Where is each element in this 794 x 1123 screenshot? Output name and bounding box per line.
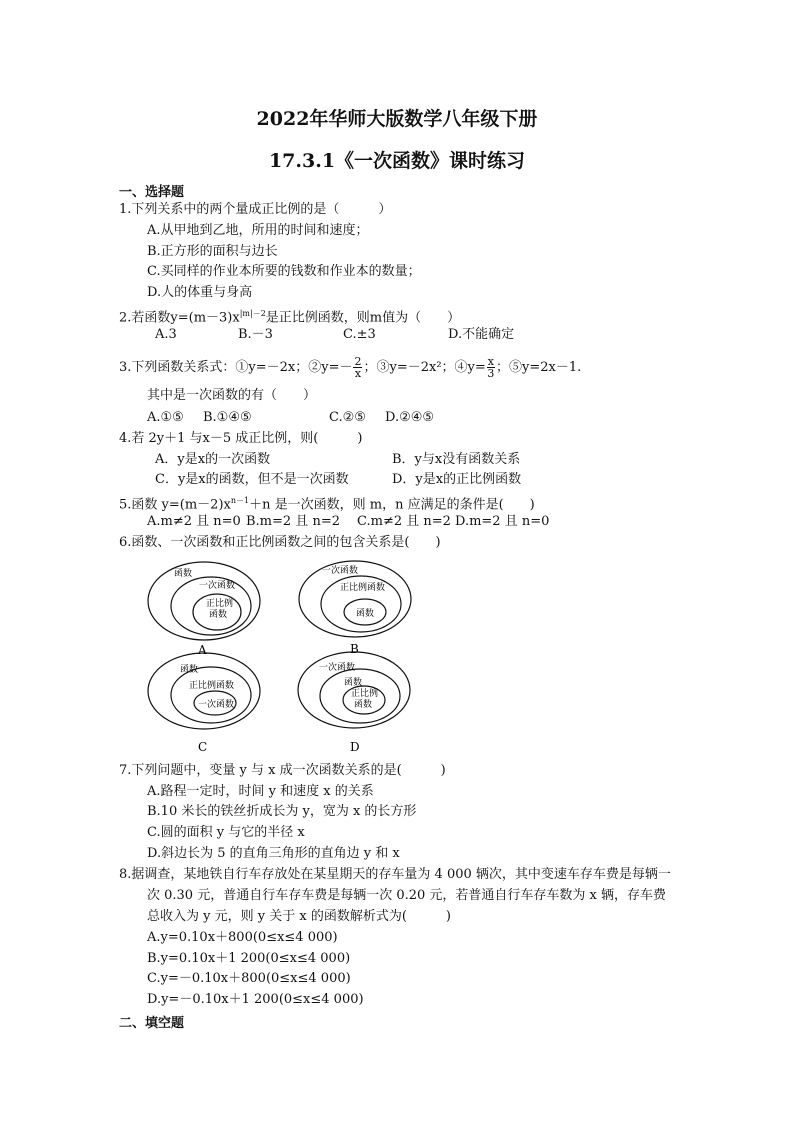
diagram-a-inner-label-2: 函数 xyxy=(209,610,228,620)
question-8-option-b: B.y=0.10x＋1 200(0≤x≤4 000) xyxy=(147,951,351,966)
question-8-line-1: 8.据调查，某地铁自行车存放处在某星期天的存车量为 4 000 辆次，其中变速车存车费是每辆一 xyxy=(119,867,671,882)
diagram-b-outer-label: 一次函数 xyxy=(322,566,359,576)
question-2-option-a: A.3 xyxy=(155,327,177,342)
question-1-option-d: D.人的体重与身高 xyxy=(147,285,253,300)
question-8-line-2: 次 0.30 元，普通自行车存车费是每辆一次 0.20 元，若普通自行车存车数为 x 辆，存车费 xyxy=(147,888,667,903)
question-3-line-2: 其中是一次函数的有（ ） xyxy=(147,388,317,403)
question-2-stem xyxy=(119,305,460,327)
question-4-option-c: C．y是x的函数，但不是一次函数 xyxy=(155,472,349,487)
question-7-option-c: C.圆的面积 y 与它的半径 x xyxy=(147,825,305,840)
diagram-c-outer-label: 函数 xyxy=(180,665,199,675)
question-3-option-d: D.②④⑤ xyxy=(385,410,435,425)
question-1-stem: 1.下列关系中的两个量成正比例的是（ ） xyxy=(119,202,392,217)
question-8-option-a: A.y=0.10x＋800(0≤x≤4 000) xyxy=(147,930,338,945)
section-heading-fill-in: 二、填空题 xyxy=(119,1016,185,1031)
question-3-option-a: A.①⑤ xyxy=(147,410,184,425)
question-2-stem-post: 是正比例函数，则m值为（ ） xyxy=(265,310,461,326)
diagram-d-middle-label: 函数 xyxy=(344,678,363,688)
inclusion-diagrams xyxy=(0,556,794,776)
fraction-2-over-x: $\frac{2}{x}$ xyxy=(354,355,362,380)
diagram-d-outer-label: 一次函数 xyxy=(319,663,356,673)
diagram-a xyxy=(148,562,260,657)
question-5-stem-pre: 5.函数 y=(m－2)x xyxy=(119,497,231,513)
question-3-stem xyxy=(119,356,581,379)
diagram-b xyxy=(299,561,411,656)
question-2-stem-pre: 2.若函数y=(m－3)x xyxy=(119,310,240,326)
diagram-c-caption: C xyxy=(198,740,208,754)
question-5-option-a: A.m≠2 且 n=0 xyxy=(147,514,241,529)
question-8-option-c: C.y=－0.10x＋800(0≤x≤4 000) xyxy=(147,971,351,986)
diagram-b-inner-label: 函数 xyxy=(356,609,375,619)
diagram-c-inner-label: 一次函数 xyxy=(198,700,235,710)
document-subtitle: 17.3.1《一次函数》课时练习 xyxy=(268,150,526,172)
question-7-stem: 7.下列问题中，变量 y 与 x 成一次函数关系的是( ) xyxy=(119,763,446,778)
diagram-c-middle-label: 正比例函数 xyxy=(189,681,235,691)
question-7-option-b: B.10 米长的铁丝折成长为 y，宽为 x 的长方形 xyxy=(147,804,417,819)
question-3-option-c: C.②⑤ xyxy=(329,410,366,425)
question-1-option-c: C.买同样的作业本所要的钱数和作业本的数量； xyxy=(147,264,421,279)
diagram-d-caption: D xyxy=(350,740,360,754)
document-title: 2022年华师大版数学八年级下册 xyxy=(256,108,538,130)
question-7-option-d: D.斜边长为 5 的直角三角形的直角边 y 和 x xyxy=(147,846,400,861)
question-2-option-d: D.不能确定 xyxy=(448,327,515,342)
diagram-d xyxy=(298,652,410,754)
question-8-line-3: 总收入为 y 元，则 y 关于 x 的函数解析式为( ) xyxy=(147,909,451,924)
section-heading-choice: 一、选择题 xyxy=(119,185,185,200)
question-2-option-b: B.－3 xyxy=(238,327,273,342)
diagram-a-middle-label: 一次函数 xyxy=(199,581,236,591)
diagram-a-inner-label-1: 正比例 xyxy=(206,599,234,609)
question-5-exponent: n－1 xyxy=(230,496,250,505)
question-3-part-3: ；⑤y=2x－1. xyxy=(496,360,582,375)
question-5-stem-post: ＋n 是一次函数，则 m，n 应满足的条件是( ) xyxy=(249,497,535,513)
question-4-option-d: D．y是x的正比例函数 xyxy=(392,472,522,487)
question-8-option-d: D.y=－0.10x＋1 200(0≤x≤4 000) xyxy=(147,992,364,1007)
question-3-part-1: 3.下列函数关系式：①y=－2x；②y=－ xyxy=(119,360,353,375)
question-2-exponent: |m|－2 xyxy=(239,309,266,318)
question-5-option-c: C.m≠2 且 n=2 xyxy=(357,514,451,529)
question-1-option-a: A.从甲地到乙地，所用的时间和速度； xyxy=(147,223,369,238)
diagram-d-inner-label-1: 正比例 xyxy=(351,689,379,699)
diagram-a-caption: A xyxy=(198,643,207,657)
question-4-option-b: B．y与x没有函数关系 xyxy=(392,452,521,467)
diagram-a-outer-label: 函数 xyxy=(174,569,193,579)
question-7-option-a: A.路程一定时，时间 y 和速度 x 的关系 xyxy=(147,784,374,799)
question-4-stem: 4.若 2y＋1 与x－5 成正比例，则( ) xyxy=(119,431,363,446)
fraction-x-over-3: $\frac{x}{3}$ xyxy=(487,355,495,380)
question-5-stem xyxy=(119,492,535,514)
diagram-b-middle-label: 正比例函数 xyxy=(340,583,386,593)
question-2-option-c: C.±3 xyxy=(343,327,376,342)
diagram-c xyxy=(148,653,260,754)
question-5-option-d: D.m=2 且 n=0 xyxy=(455,514,550,529)
question-4-option-a: A．y是x的一次函数 xyxy=(155,452,271,467)
diagram-d-inner-label-2: 函数 xyxy=(354,700,373,710)
question-3-option-b: B.①④⑤ xyxy=(203,410,252,425)
diagram-b-caption: B xyxy=(350,642,359,656)
question-1-option-b: B.正方形的面积与边长 xyxy=(147,244,278,259)
question-5-option-b: B.m=2 且 n=2 xyxy=(246,514,340,529)
question-6-stem: 6.函数、一次函数和正比例函数之间的包含关系是( ) xyxy=(119,535,441,550)
question-3-part-2: ；③y=－2x²；④y= xyxy=(363,360,486,375)
